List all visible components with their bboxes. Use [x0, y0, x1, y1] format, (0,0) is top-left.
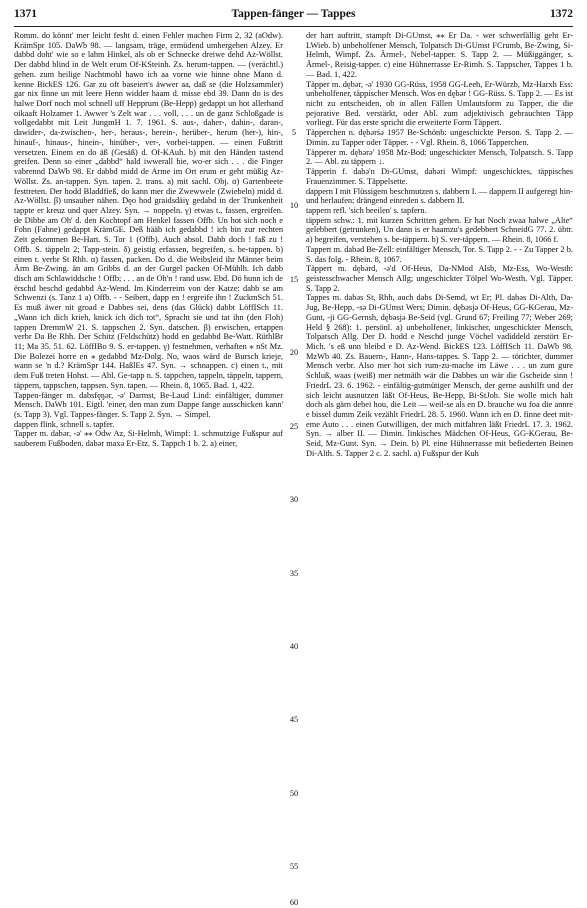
- line-number: 35: [289, 569, 299, 578]
- entry-dappen: dappen flink, schnell s. tapfer.: [14, 419, 115, 429]
- entry-taepperchen: Täpperchen n. dębərśə 1957 Be-Schönb: ungeschickte Person. S. Tapp 2. — Dimin. zu Tapper oder Täpper. - - Vgl. Rhein. 8, 1066 Tapperchen.: [306, 128, 573, 147]
- line-number: 10: [289, 201, 299, 210]
- left-column: [14, 31, 283, 449]
- line-number: 60: [289, 898, 299, 907]
- page-header: [14, 8, 573, 26]
- entry-dappern: dappern I mit Flüssigem beschmutzen s. dabbern I. — dappern II aufgeregt hin- und herlaufen; drängend einreden s. dabbern II.: [306, 186, 573, 206]
- entry-tapper: Tapper m. dabər, -ə' ⁎⁎ Odw Az, Si-Helmh, Wimpf: 1. schmutzige Fußspur auf sauberem Fußboden. dabər maxə Er-Etz. S. Tappch 1 b. 2. a) einer,: [14, 429, 283, 449]
- left-column-number: 1371: [14, 8, 37, 20]
- line-number: 30: [289, 495, 299, 504]
- running-title: Tappen-fänger — Tappes: [231, 8, 356, 20]
- entry-tapper-continuation: der hart auftritt, stampft Di-GUmst, ⁎⁎ Er Da. - wer schwerfällig geht Er-LWieb. b) unbeholfener Mensch, Tolpatsch Di-GUmst FCrumb, Be-Zwing, Si-Helmh, Wimpf. Zs. Ärmel-, Nebel-tapper. S. Tapp 2. — Müßiggänger, s. Ärmel-, Reisig-tapper. c) eine Hühnerrasse Er-Rimh. S. Tappscher, Tappes 1 b. — Bad. 1, 422.: [306, 31, 573, 79]
- line-number: 50: [289, 789, 299, 798]
- entry-tappern: tappern refl. 'sich beeilen' s. tapfern.: [306, 205, 427, 215]
- entry-tappen-faenger: Tappen-fänger m. dabsfęŋər, -ə' Darmst, Be-Laud Lind: einfältiger, dummer Mensch. DaWb 101. Eigtl. 'einer, den man zum Dappe fange ausschicken kann' (s. Tapp 3). Vgl. Tappes-fänger. S. Tapp 2. Syn. → Simpel.: [14, 390, 283, 420]
- line-number: 55: [289, 862, 299, 871]
- entry-tappert: Tappert m. dabəd Be-Zell: einfältiger Mensch, Tor. S. Tapp 2. - - Zu Tapper 2 b. S. das folg. - Rhein. 8, 1067.: [306, 244, 573, 264]
- right-column: [306, 31, 573, 459]
- line-number: 5: [291, 128, 297, 137]
- entry-tappes: Tappes m. dabəs St, Rhh, auch dabs Di-Semd, wt Er; Pl. dabəs Di-Alth, Da-Jug, Be-Hepp, -sə Di-GUmst Wers; Dimin. dębəsjə Of-Heus, GG-KGerau, Mz-Gunt, -ji GG-Gernsh, dębəsjə Be-Seid (vgl. Grund 67; Freiling 77; Weber 269; Held § 268): 1. persönl. a) unbeholfener, linkischer, ungeschickter Mensch, Tolpatsch Allg. Der D. hodd e Neschd junge Vöchel vadiddeld zerstört Er-Mich. 's eß unn bleibd e D. Az-Wend. BickES 123. LöffISch 11. DaWb 98. MzWb 40. Zs. Bauern-, Hann-, Hans-tappes. S. Tapp 2. — törichter, dummer Mensch verbr. Also mer hot sich rum-zu-mache im Läwe . . . un zum gure Schluß, waas (weiß) mer netmäih wär die Dabbes un wär die Gscheide sinn ! FriedrL 23. 6. 1962. - einfältig-gutmütiger Mensch, der gerne aushilft und der sich leicht ausnutzen läßt Of-Heus, Be-Hepp, Bi-StJoh. Sie wolle mich halt doch als gärn debei hou, die Leit — weil-se als en D. brauche wu foa die annre e bissel dumm Zeik vezählt FriedrL 28. 5. 1960. Wann ich en D. finne deet mit-eme Auto . . . einen Gutwilligen, der mich mitfahren läßt FriedrL 17. 3. 1962. Syn. → alber II. — Dimin. linkisches Mädchen Of-Heus, GG-KGerau, Be-Seid, Mz-Gunt. Syn. → Dein. b) Pl. eine Hühnerrasse mit befiederten Beinen Di-Alth. S. Tapper 2 c. 2. sachl. a) Fußspur der Kuh: [306, 293, 573, 458]
- entry-taepper: Täpper m. dębər, -ə' 1930 GG-Rüss, 1958 GG-Leeh, Er-Würzb, Mz-Harxh Ess: unbeholfener, täppischer Mensch. Wos en dębər ! GG-Rüss. S. Tapp 2. — Es ist nicht zu entscheiden, ob in allen Fällen Umlautsform zu Tapper, die die pejorative Bed. verstärkt, oder Abl. zum adjektivisch gebrauchten Täpp vorliegt. Für das erste spricht die erweiterte Form Täppert.: [306, 79, 573, 128]
- entry-taeppern: täppern schw.: 1. mit kurzen Schritten gehen. Er hat Noch zwaa halwe „Alte“ gelebbert (getrunken), Un dann is er haamzu's gedebbert SchneidG 77. 2. übtr. a) begreifen, verstehen s. be-täppern. b) S. ver-täppern. — Rhein. 8, 1066 f.: [306, 215, 573, 245]
- entry-taepperin: Täpperin f. dabə'n Di-GUmst, dabəri Wimpf: ungeschicktes, täppisches Frauenzimmer. S. Täppelsette.: [306, 167, 573, 186]
- line-number: 25: [289, 422, 299, 431]
- entry-tappen-continuation: Romm. do könnt' mer leicht fesht d. einen Fehler machen Firm 2, 32 (aOdw). KrämSpr 105. DaWb 98. — langsam, träge, ermüdend umhergehen Alzey. Er dabbd doht' wie so e lahm Hinkel, als ob er Schnecke dreiwe dehd Az-Wöllst. Der dabbd blind in de Welt erum Of-KSteinh. Zs. herum-tappen. — (verächtl.) gehen. zum heilige Nachtmohl hawo ich aa vorne wie hinne ohne Mann d. kenne BickES 126. Gar zu oft baseiert's äwwer aa, daß se (die Holzsammler) gar nix finne un mit leere Henn widder haam d. misse ebd 39. Dann do is des halwe Dorf noch mol schnell uff Hepprum (Be-Hepp) gedappt un hot allerhand oikaaft Holzamer 1. Awwer 's Zelt war . . . voll, . . . un de ganz Schloßgade is vollgedabbt mit Leit JungmH 1. 7. 1961. S. aus-, daher-, dahin-, daran-, dawider-, da-zwischen-, her-, heraus-, herein-, herüber-, herum (her-), hin-, hinauf-, hinaus-, hinein-, hinüber-, ver-, vorbei-tappen. — einen Fußtritt versetzen. Einem en do äß (Gesäß) d. Of-KAuh. b) mit den Händen tastend greifen. Denn so einer „dabbd“ hald iwwerall hie, wo-er sich . . . die Finger vabrennd DaWb 98. Er dabbd midd de Arme im Ort erum er geht müßig Az-Wöllst. Zs. an-tappen. Syn. tapen. 2. trans. a) mit sachl. Obj. α) Gartenbeete festtreten. Der hodd Bladdfieß, do kann mer die Zwewwele (Zwiebeln) midd d. Az-Wöllst. β) unsauber nähen. Dęo hod graidsdäiɣ gedabd in der Trunkenheit tappte er kreuz und quer Alzey. Syn. → noppeln. γ) etwas t., fassen, ergreifen. de Dibbe am Oh' d. den Kochtopf am Henkel fassen Offb. Un hot sich noch e Fohn (Fahne) gedappt KrämGE. Deß hääb ich gedabbd ! ich bin zur rechten Zeit gekommen Be-Hart. S. Tor 1 (Offb). Auch absol. Dabb doch ! faß zu ! Offb. S. täppeln 2; Tapp-stein. δ) geistig erfassen, begreifen, s. be-tappen. b) einen t. verbr St Rhh. α) fassen, packen. Do d. die Weibsleid ihr Männer beim Ärm Be-Zwing. än am Gribbs d. an der Gurgel packen Of-Mühlh. Ich dabb disch am Schlawiddsche ! Offb; . . . an de Oh'n ! rand usw. Ebd. Dö hunn ich de ërschd beschd gedabbd Az-Wend. Im Kinderreim von der Katze: dabb se am Schwenzi (s. Tanz 1 a) Offb. - - Seibert, dapp en ! ergreife ihn ! ZuckmSch 51. Es muß äwer nit groad e Dabbes sei, dens (das Glück) dabbt LöffISch 11. „Wann ich dich krieh, knick ich dich tot“, Spracht sie und tat ihn (den Floh) tappen DremmW 21. S. tappschen 2. Syn. datschen. β) erwischen, ertappen verbr Da Be Rhh. Der Schitz (Feldschütz) hodd en gedabbd Be-Watt. RüthlBr 11; Ma 35. 51. 62. LöffIBo 9. S. er-tappen. γ) festnehmen, verhaften ⁎ nSt Mz. Die Bolezei horre en ⁎ gedabbd Mz-Dolg. No, waos wärd de Bursch krieje, wann se 'n d.? KrämSpr 144. HaßlEs 47. Syn. → schnappen. c) einen t., mit dem Fuß treten Hohst. — Abl. Ge-tapp n. S. tappchen, tappeln, täppeln, tappern, täppern, tappschen, tappsen. Syn. tapen. — Rhein. 8, 1065. Bad. 1, 422.: [14, 31, 283, 390]
- header-rule: [14, 26, 573, 27]
- line-number: 15: [289, 275, 299, 284]
- entry-taepperer: Täpperer m. dębərə' 1958 Mz-Bod: ungeschickter Mensch, Tolpatsch. S. Tapp 2. — Abl. zu täppern ↓.: [306, 147, 573, 167]
- right-column-number: 1372: [550, 8, 573, 20]
- line-number: 40: [289, 642, 299, 651]
- entry-taeppert: Täppert m. dębərd, -ə'd Of-Heus, Da-NMod Alsb, Mz-Ess, Wo-Westh: geistesschwacher Mensch Allg; ungeschickter Tölpel Wo-Westh. Vgl. Täpper. S. Tapp 2.: [306, 264, 573, 293]
- line-number: 45: [289, 715, 299, 724]
- line-number: 20: [289, 348, 299, 357]
